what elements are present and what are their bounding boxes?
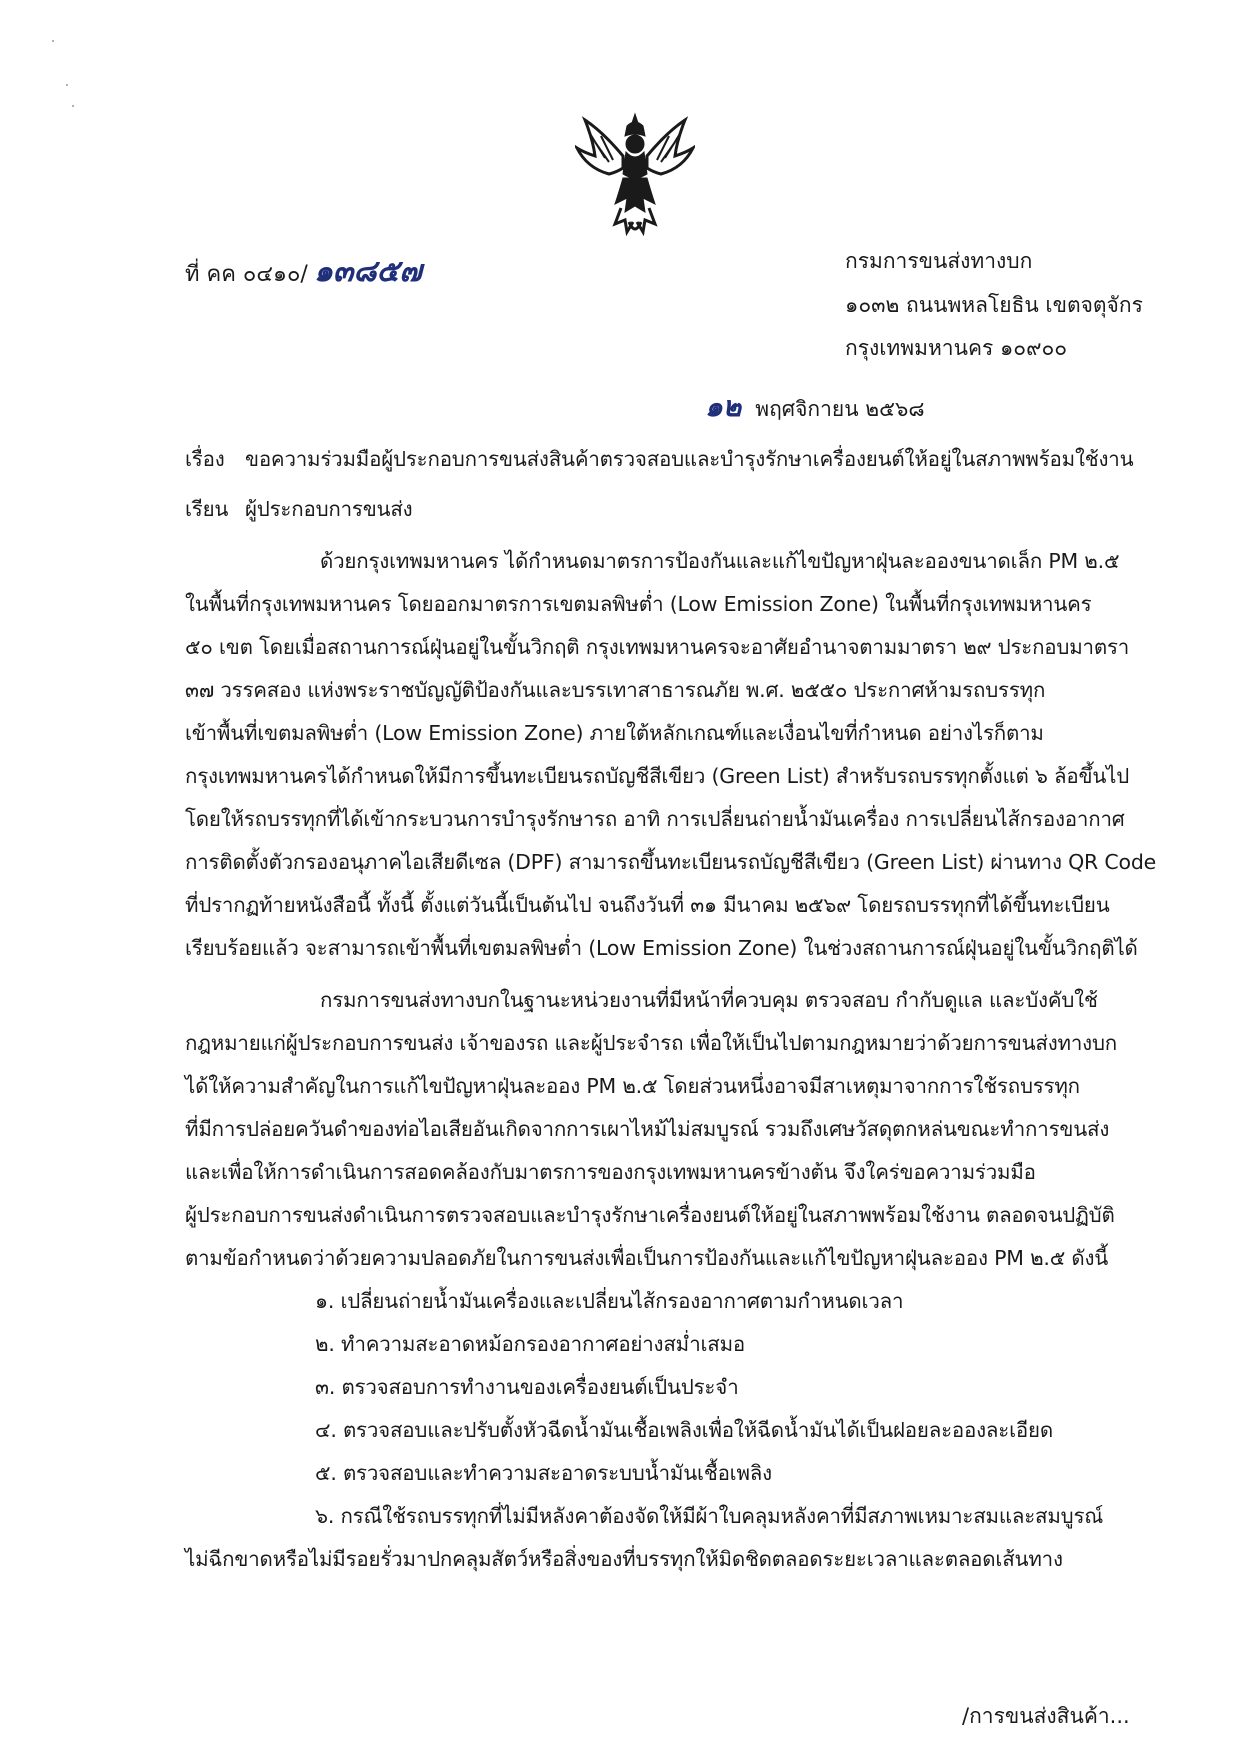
- subject-label: เรื่อง: [185, 447, 225, 471]
- address-line-2: ๑๐๓๒ ถนนพหลโยธิน เขตจตุจักร: [845, 293, 1143, 317]
- list-item: ๒. ทำความสะอาดหม้อกรองอากาศอย่างสม่ำเสมอ: [315, 1332, 746, 1356]
- paragraph2-line: กรมการขนส่งทางบกในฐานะหน่วยงานที่มีหน้าที่ควบคุม ตรวจสอบ กำกับดูแล และบังคับใช้: [320, 988, 1098, 1012]
- reference-prefix: ที่ คค ๐๔๑๐/: [185, 262, 308, 287]
- paragraph2-line: ได้ให้ความสำคัญในการแก้ไขปัญหาฝุ่นละออง PM ๒.๕ โดยส่วนหนึ่งอาจมีสาเหตุมาจากการใช้รถบรรทุก: [185, 1074, 1080, 1098]
- list-item: ๖. กรณีใช้รถบรรทุกที่ไม่มีหลังคาต้องจัดให้มีผ้าใบคลุมหลังคาที่มีสภาพเหมาะสมและสมบูรณ์: [315, 1504, 1104, 1528]
- paragraph1-line: โดยให้รถบรรทุกที่ได้เข้ากระบวนการบำรุงรักษารถ อาทิ การเปลี่ยนถ่ายน้ำมันเครื่อง การเปลี่ยนไส้กรองอากาศ: [185, 807, 1125, 831]
- letter-date: [705, 385, 925, 429]
- paragraph2-line: ที่มีการปล่อยควันดำของท่อไอเสียอันเกิดจากการเผาไหม้ไม่สมบูรณ์ รวมถึงเศษวัสดุตกหล่นขณะทำการขนส่ง: [185, 1117, 1110, 1141]
- date-month-year: พฤศจิกายน ๒๕๖๘: [755, 397, 925, 421]
- scan-speck: [72, 105, 74, 107]
- subject-text: ขอความร่วมมือผู้ประกอบการขนส่งสินค้าตรวจสอบและบำรุงรักษาเครื่องยนต์ให้อยู่ในสภาพพร้อมใช้งาน: [245, 447, 1134, 471]
- address-line-1: กรมการขนส่งทางบก: [845, 249, 1033, 273]
- paragraph1-line: ที่ปรากฏท้ายหนังสือนี้ ทั้งนี้ ตั้งแต่วันนี้เป็นต้นไป จนถึงวันที่ ๓๑ มีนาคม ๒๕๖๙ โดยรถบรรทุกที่ได้ขึ้นทะเบียน: [185, 893, 1110, 917]
- list-item-continuation: ไม่ฉีกขาดหรือไม่มีรอยรั่วมาปกคลุมสัตว์หรือสิ่งของที่บรรทุกให้มิดชิดตลอดระยะเวลาและตลอดเส้นทาง: [185, 1547, 1063, 1571]
- reference-number-handwritten: ๑๓๘๕๗: [313, 254, 422, 289]
- list-item: ๔. ตรวจสอบและปรับตั้งหัวฉีดน้ำมันเชื้อเพลิงเพื่อให้ฉีดน้ำมันได้เป็นฝอยละอองละเอียด: [315, 1418, 1053, 1442]
- scan-speck: [52, 40, 54, 42]
- page-continuation-note: /การขนส่งสินค้า...: [962, 1704, 1130, 1728]
- paragraph1-line: ๕๐ เขต โดยเมื่อสถานการณ์ฝุ่นอยู่ในขั้นวิกฤติ กรุงเทพมหานครจะอาศัยอำนาจตามมาตรา ๒๙ ประกอบมาตรา: [185, 635, 1130, 659]
- reference-number: [185, 248, 422, 295]
- recipient-text: ผู้ประกอบการขนส่ง: [245, 497, 413, 521]
- scan-speck: [66, 84, 68, 86]
- date-day-handwritten: ๑๒: [705, 390, 742, 423]
- subject-line: [185, 443, 1134, 476]
- paragraph2-line: และเพื่อให้การดำเนินการสอดคล้องกับมาตรการของกรุงเทพมหานครข้างต้น จึงใคร่ขอความร่วมมือ: [185, 1160, 1036, 1184]
- paragraph1-line: ๓๗ วรรคสอง แห่งพระราชบัญญัติป้องกันและบรรเทาสาธารณภัย พ.ศ. ๒๕๕๐ ประกาศห้ามรถบรรทุก: [185, 678, 1046, 702]
- paragraph2-line: ตามข้อกำหนดว่าด้วยความปลอดภัยในการขนส่งเพื่อเป็นการป้องกันและแก้ไขปัญหาฝุ่นละออง PM ๒.๕ ดังนี้: [185, 1246, 1109, 1270]
- list-item: ๓. ตรวจสอบการทำงานของเครื่องยนต์เป็นประจำ: [315, 1375, 739, 1399]
- paragraph2-line: ผู้ประกอบการขนส่งดำเนินการตรวจสอบและบำรุงรักษาเครื่องยนต์ให้อยู่ในสภาพพร้อมใช้งาน ตลอดจนปฏิบัติ: [185, 1203, 1115, 1227]
- list-item: ๑. เปลี่ยนถ่ายน้ำมันเครื่องและเปลี่ยนไส้กรองอากาศตามกำหนดเวลา: [315, 1289, 904, 1313]
- paragraph1-line: ในพื้นที่กรุงเทพมหานคร โดยออกมาตรการเขตมลพิษต่ำ (Low Emission Zone) ในพื้นที่กรุงเทพมหานคร: [185, 592, 1092, 616]
- paragraph1-line: ด้วยกรุงเทพมหานคร ได้กำหนดมาตรการป้องกันและแก้ไขปัญหาฝุ่นละอองขนาดเล็ก PM ๒.๕: [320, 549, 1120, 573]
- paragraph1-line: เรียบร้อยแล้ว จะสามารถเข้าพื้นที่เขตมลพิษต่ำ (Low Emission Zone) ในช่วงสถานการณ์ฝุ่นอยู่ในขั้นวิกฤติได้: [185, 936, 1138, 960]
- recipient-line: [185, 493, 1125, 526]
- address-line-3: กรุงเทพมหานคร ๑๐๙๐๐: [845, 336, 1068, 360]
- paragraph2-line: กฎหมายแก่ผู้ประกอบการขนส่ง เจ้าของรถ และผู้ประจำรถ เพื่อให้เป็นไปตามกฎหมายว่าด้วยการขนส่งทางบก: [185, 1031, 1118, 1055]
- garuda-emblem-icon: [575, 112, 695, 240]
- paragraph1-line: กรุงเทพมหานครได้กำหนดให้มีการขึ้นทะเบียนรถบัญชีสีเขียว (Green List) สำหรับรถบรรทุกตั้งแต่ ๖ ล้อขึ้นไป: [185, 764, 1130, 788]
- paragraph1-line: เข้าพื้นที่เขตมลพิษต่ำ (Low Emission Zone) ภายใต้หลักเกณฑ์และเงื่อนไขที่กำหนด อย่างไรก็ตาม: [185, 721, 1044, 745]
- recipient-label: เรียน: [185, 497, 229, 521]
- paragraph1-line: การติดตั้งตัวกรองอนุภาคไอเสียดีเซล (DPF) สามารถขึ้นทะเบียนรถบัญชีสีเขียว (Green List) ผ่านทาง QR Code: [185, 850, 1157, 874]
- list-item: ๕. ตรวจสอบและทำความสะอาดระบบน้ำมันเชื้อเพลิง: [315, 1461, 772, 1485]
